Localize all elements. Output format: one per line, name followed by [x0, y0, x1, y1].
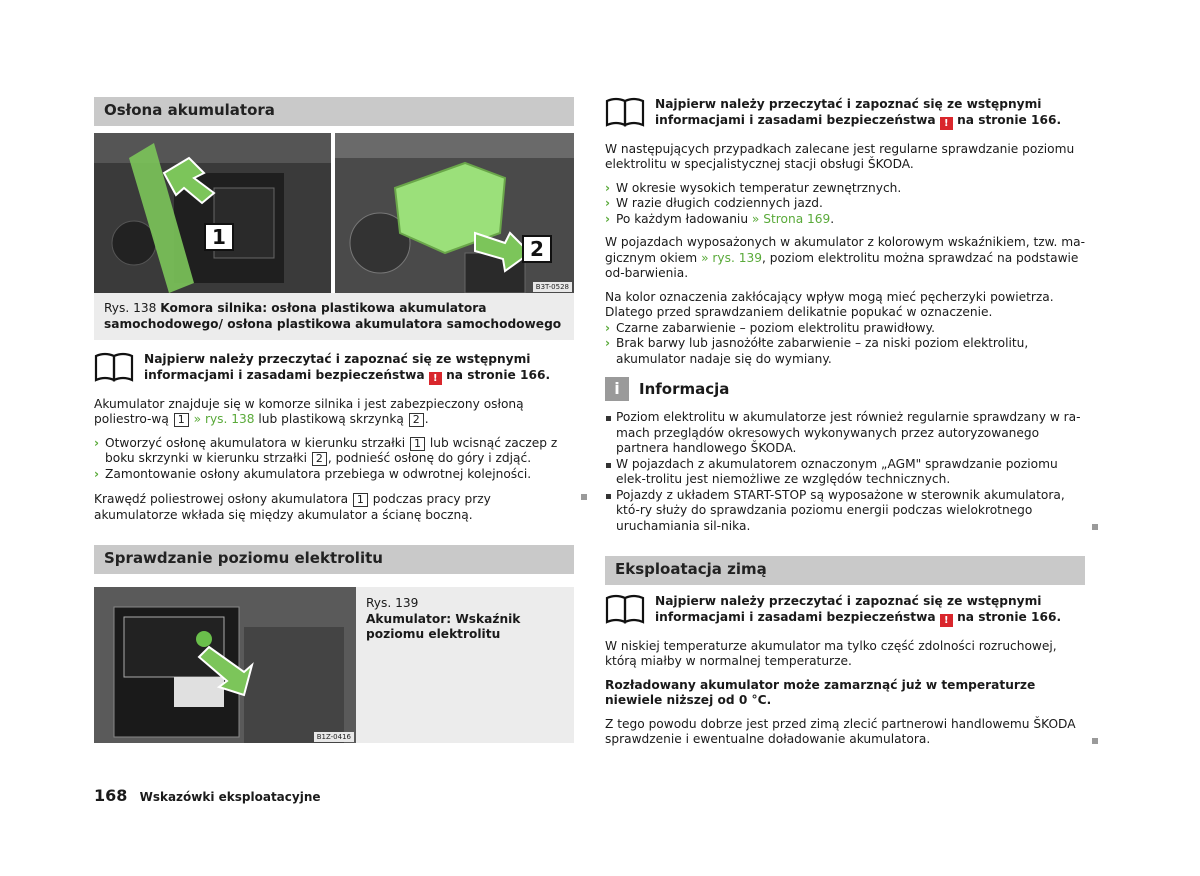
caption-number: Rys. 138	[104, 301, 157, 315]
info-item: W pojazdach z akumulatorem oznaczonym „AGM" sprawdzanie poziomu elek-trolitu jest niemożliwe ze względów technicznych.	[605, 457, 1085, 488]
figure-138-photo-left	[94, 133, 331, 293]
ref-box-1: 1	[353, 493, 368, 507]
battery-illustration	[94, 587, 356, 743]
warning-box	[94, 352, 574, 385]
text: Zamontowanie osłony akumulatora przebiega w odwrotnej kolejności.	[105, 466, 532, 481]
warning-page-ref[interactable]: na stronie 166.	[446, 367, 551, 382]
book-icon	[94, 352, 134, 382]
list-item	[605, 212, 1085, 228]
list-item	[605, 336, 1085, 367]
end-marker	[1092, 738, 1098, 744]
warning-exclamation-icon: !	[429, 372, 442, 385]
paragraph	[605, 235, 1085, 282]
info-header	[605, 377, 1085, 401]
figure-139-caption	[356, 587, 574, 743]
arrow-bullet-icon: ›	[94, 435, 100, 450]
text: Czarne zabarwienie – poziom elektrolitu prawidłowy.	[616, 320, 935, 335]
ref-box-2: 2	[409, 413, 424, 427]
text: Pojazdy z układem START-STOP są wyposażone w sterownik akumulatora, któ-ry służy do sprawdzania poziomu energii podczas wielokrotnego uruchamiania sil-nika.	[616, 487, 1065, 533]
ref-box-1: 1	[410, 437, 425, 451]
text: , podnieść osłonę do góry i zdjąć.	[327, 451, 532, 465]
arrow-bullet-icon: ›	[605, 211, 611, 226]
paragraph: W następujących przypadkach zalecane jest regularne sprawdzanie poziomu elektrolitu w specjalistycznej stacji obsługi ŠKODA.	[605, 141, 1075, 171]
paragraph	[94, 492, 574, 523]
engine-bay-illustration	[94, 133, 331, 293]
paragraph-bold: Rozładowany akumulator może zamarznąć już w temperaturze niewiele niższej od 0 °C.	[605, 677, 1036, 707]
info-icon: i	[605, 377, 629, 401]
arrow-bullet-icon: ›	[605, 320, 611, 335]
warning-exclamation-icon: !	[940, 117, 953, 130]
end-marker	[1092, 524, 1098, 530]
warning-text	[144, 352, 574, 385]
warning-message: Najpierw należy przeczytać i zapoznać się ze wstępnymi informacjami i zasadami bezpieczeństwa	[144, 352, 531, 382]
paragraph	[605, 717, 1085, 748]
warning-exclamation-icon: !	[940, 614, 953, 627]
warning-page-ref[interactable]: na stronie 166.	[957, 112, 1062, 127]
arrow-bullet-icon: ›	[605, 336, 611, 350]
text: W razie długich codziennych jazd.	[616, 196, 823, 210]
right-column	[605, 97, 1085, 756]
list-item	[94, 436, 574, 467]
text: lub plastikową skrzynką	[258, 412, 404, 426]
text: Brak barwy lub jasnożółte zabarwienie – za niski poziom elektrolitu, akumulator nadaje się do wymiany.	[616, 336, 1029, 366]
paragraph: W niskiej temperaturze akumulator ma tylko część zdolności rozruchowej, którą miałby w normalnej temperaturze.	[605, 638, 1057, 668]
caption-text: Akumulator: Wskaźnik poziomu elektrolitu	[366, 611, 521, 641]
warning-text	[655, 594, 1085, 627]
ref-box-1: 1	[174, 413, 189, 427]
paragraph	[94, 397, 574, 428]
text: .	[830, 211, 835, 226]
ref-box-2: 2	[312, 452, 327, 466]
callout-1: 1	[204, 223, 234, 251]
page-number: 168	[94, 786, 128, 805]
section-title-winter: Eksploatacja zimą	[605, 556, 1085, 585]
warning-page-ref[interactable]: na stronie 166.	[957, 609, 1062, 624]
text: W okresie wysokich temperatur zewnętrznych.	[616, 180, 902, 195]
figure-139-photo	[94, 587, 356, 743]
warning-text	[655, 97, 1085, 130]
section-title-electrolyte: Sprawdzanie poziomu elektrolitu	[94, 545, 574, 574]
text: , poziom elektrolitu można sprawdzać na podstawie od-barwienia.	[605, 250, 1079, 280]
link-fig-139[interactable]: » rys. 139	[701, 250, 762, 265]
link-fig-138[interactable]: » rys. 138	[193, 412, 255, 426]
text: .	[424, 412, 429, 426]
figure-138-caption	[94, 293, 574, 340]
text: Krawędź poliestrowej osłony akumulatora	[94, 492, 349, 506]
list-item	[605, 321, 1085, 337]
caption-text: Komora silnika: osłona plastikowa akumulatora samochodowego/ osłona plastikowa akumulatora samochodowego	[104, 301, 562, 331]
book-icon	[605, 97, 645, 127]
list-item	[94, 467, 574, 483]
list-item	[605, 181, 1085, 197]
warning-message: Najpierw należy przeczytać i zapoznać się ze wstępnymi informacjami i zasadami bezpieczeństwa	[655, 97, 1042, 127]
end-marker	[581, 494, 587, 500]
text: Z tego powodu dobrze jest przed zimą zlecić partnerowi handlowemu ŠKODA sprawdzenie i ewentualne doładowanie akumulatora.	[605, 716, 1076, 746]
link-page-169[interactable]: » Strona 169	[751, 211, 831, 226]
callout-2: 2	[522, 235, 552, 263]
warning-message: Najpierw należy przeczytać i zapoznać się ze wstępnymi informacjami i zasadami bezpieczeństwa	[655, 594, 1042, 624]
figure-code: B3T-0528	[533, 282, 572, 292]
info-item	[605, 488, 1085, 535]
arrow-bullet-icon: ›	[605, 180, 611, 195]
arrow-bullet-icon: ›	[605, 196, 611, 210]
footer-section: Wskazówki eksploatacyjne	[139, 790, 321, 804]
info-title: Informacja	[639, 380, 730, 398]
info-item: Poziom elektrolitu w akumulatorze jest również regularnie sprawdzany w ra-mach przeglądów okresowych wykonywanych przez autoryzowanego partnera handlowego ŠKODA.	[605, 410, 1085, 457]
figure-138-photo-right	[335, 133, 574, 293]
paragraph: Na kolor oznaczenia zakłócający wpływ mogą mieć pęcherzyki powietrza. Dlatego przed sprawdzaniem delikatnie popukać w oznaczenie.	[605, 289, 1054, 319]
text: Akumulator znajduje się w komorze silnika i jest zabezpieczony osłoną poliestro-wą	[94, 396, 524, 426]
book-icon	[605, 594, 645, 624]
text: podczas pracy przy akumulatorze wkłada się między akumulator a ścianę boczną.	[94, 492, 491, 522]
warning-box	[605, 594, 1085, 627]
caption-number: Rys. 139	[366, 596, 419, 610]
text: Otworzyć osłonę akumulatora w kierunku strzałki	[105, 435, 406, 450]
arrow-bullet-icon: ›	[94, 466, 100, 481]
figure-code: B1Z-0416	[314, 732, 354, 742]
figure-138	[94, 133, 574, 293]
text: Po każdym ładowaniu	[616, 211, 749, 226]
text: W pojazdach wyposażonych w akumulator z kolorowym wskaźnikiem, tzw. ma-gicznym okiem	[605, 235, 1085, 265]
section-title-battery-cover: Osłona akumulatora	[94, 97, 574, 126]
warning-box	[605, 97, 1085, 130]
left-column	[94, 97, 574, 743]
engine-box-illustration	[335, 133, 574, 293]
list-item	[605, 196, 1085, 212]
page-footer	[94, 786, 321, 805]
text: lub wcisnąć zaczep z boku skrzynki w kierunku strzałki	[105, 435, 558, 465]
figure-139	[94, 587, 574, 743]
